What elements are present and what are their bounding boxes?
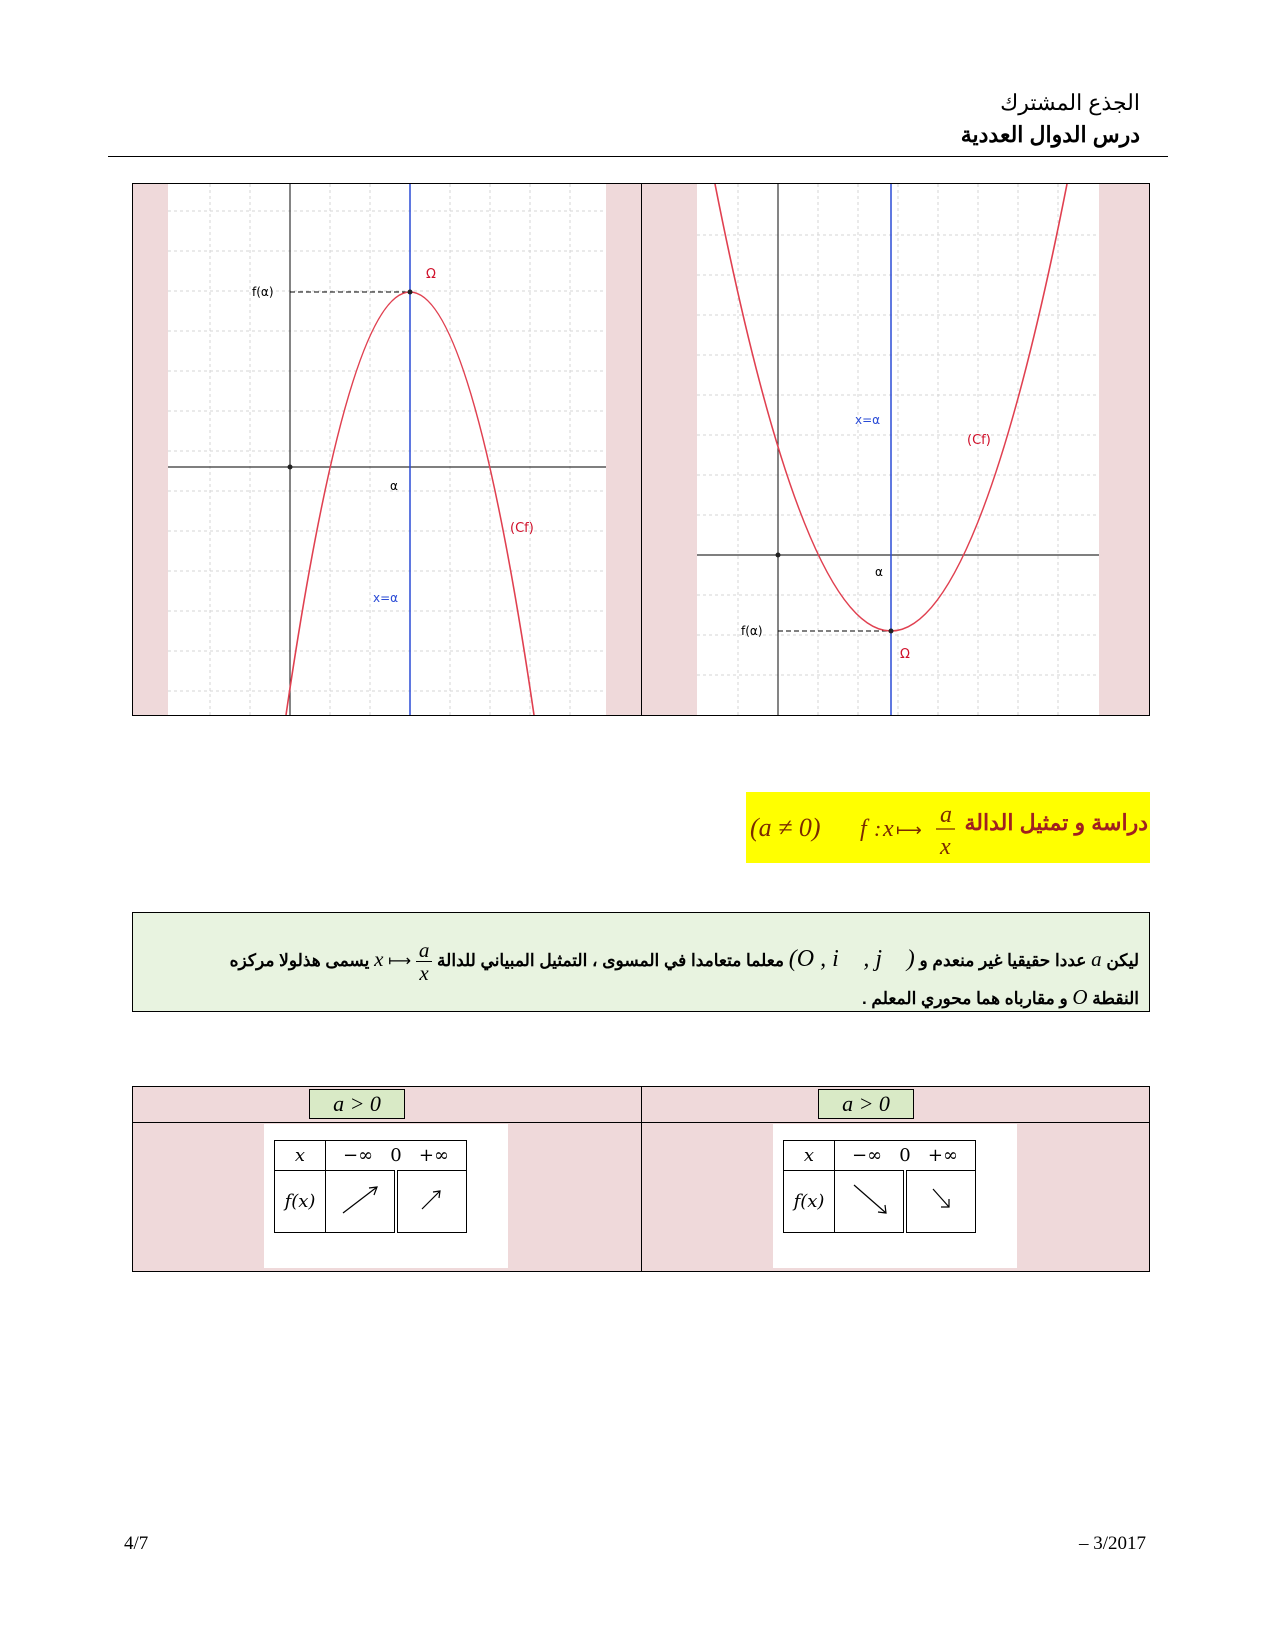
header-divider [108, 156, 1168, 157]
definition-box [132, 912, 1150, 1012]
header-lesson-title: درس الدوال العددية [960, 122, 1140, 147]
axis-equation-left: x=α [373, 591, 399, 605]
frac-numerator: a [940, 802, 952, 828]
f-alpha-label-right: f(α) [741, 624, 763, 638]
def-map-x: x [374, 946, 384, 971]
vt-left-fx-label: f(x) [275, 1171, 326, 1233]
def-text-p3: معلما متعامدا في المسوى ، التمثيل المبياني للدالة [437, 950, 785, 970]
def-text-p5: النقطة [1092, 989, 1139, 1008]
vt-right-xv-pos-inf: +∞ [927, 1145, 958, 1166]
axis-equation-right: x=α [855, 413, 881, 427]
def-point-o: O [1072, 985, 1088, 1009]
section-title-text: دراسة و تمثيل الدالة [964, 810, 1148, 835]
vt-right-xv-zero: 0 [899, 1145, 911, 1166]
variation-panel-left [264, 1124, 508, 1268]
func-f: f [860, 816, 867, 842]
variation-tables-row-divider [132, 1122, 1150, 1123]
variation-table-left [274, 1140, 467, 1233]
definition-line-2 [862, 985, 1139, 1010]
vt-left-arrow-2 [396, 1171, 467, 1233]
vt-right-arrow-2 [905, 1171, 976, 1233]
func-colon: : [874, 816, 882, 841]
vt-left-arrow-1 [326, 1171, 397, 1233]
alpha-label-right: α [875, 565, 883, 579]
def-text-p4: يسمى هذلولا مركزه [229, 950, 370, 970]
vt-right-x-values [835, 1141, 976, 1171]
frac-denominator: x [940, 834, 951, 860]
footer-page-number: 4/7 [124, 1533, 149, 1554]
func-x: x [883, 816, 894, 842]
alpha-label-left: α [390, 479, 398, 493]
vt-left-x-values [326, 1141, 467, 1171]
def-text-p1: ليكن [1106, 950, 1139, 970]
condition-badge-right: a > 0 [818, 1089, 914, 1119]
variation-tables-divider [641, 1086, 642, 1272]
condition-a-nonzero: (a ≠ 0) [750, 813, 821, 842]
parabola-graph-right [697, 184, 1099, 715]
vertex-label-right: Ω [900, 647, 910, 662]
header-level: الجذع المشترك [1000, 90, 1140, 115]
parabola-graph-left [168, 184, 606, 715]
def-frame: (O , i⃗ , j⃗ ) [788, 945, 915, 972]
curve-label-left: (Cf) [510, 521, 534, 536]
f-alpha-label-left: f(α) [252, 285, 274, 299]
vt-left-xv-neg-inf: −∞ [343, 1145, 374, 1166]
vt-right-xv-neg-inf: −∞ [852, 1145, 883, 1166]
vt-left-xv-zero: 0 [390, 1145, 402, 1166]
def-map-den: x [419, 961, 429, 985]
def-text-p6: و مقارباه هما محوري المعلم . [861, 989, 1068, 1008]
vt-right-x-label: x [784, 1141, 835, 1171]
def-var-a: a [1091, 946, 1102, 971]
vt-right-arrow-1 [835, 1171, 906, 1233]
definition-line-1 [230, 939, 1139, 984]
section-title-formula [750, 792, 980, 863]
footer-date: – 3/2017 [1079, 1533, 1147, 1554]
condition-badge-left: a > 0 [309, 1089, 405, 1119]
vt-right-fx-label: f(x) [784, 1171, 835, 1233]
variation-table-right [783, 1140, 976, 1233]
curve-label-right: (Cf) [967, 433, 991, 448]
def-map-fraction [416, 939, 433, 984]
graphs-divider [641, 183, 642, 716]
vt-left-x-label: x [275, 1141, 326, 1171]
section-title [746, 792, 1150, 863]
variation-panel-right [773, 1124, 1017, 1268]
def-mapping [374, 939, 432, 984]
def-map-num: a [416, 939, 433, 962]
vertex-label-left: Ω [426, 267, 436, 282]
vt-left-xv-pos-inf: +∞ [418, 1145, 449, 1166]
mapsto-arrow: ⟼ [896, 820, 922, 841]
def-text-p2: عددا حقيقيا غير منعدم و [919, 950, 1087, 970]
def-map-arrow: ⟼ [388, 950, 412, 970]
